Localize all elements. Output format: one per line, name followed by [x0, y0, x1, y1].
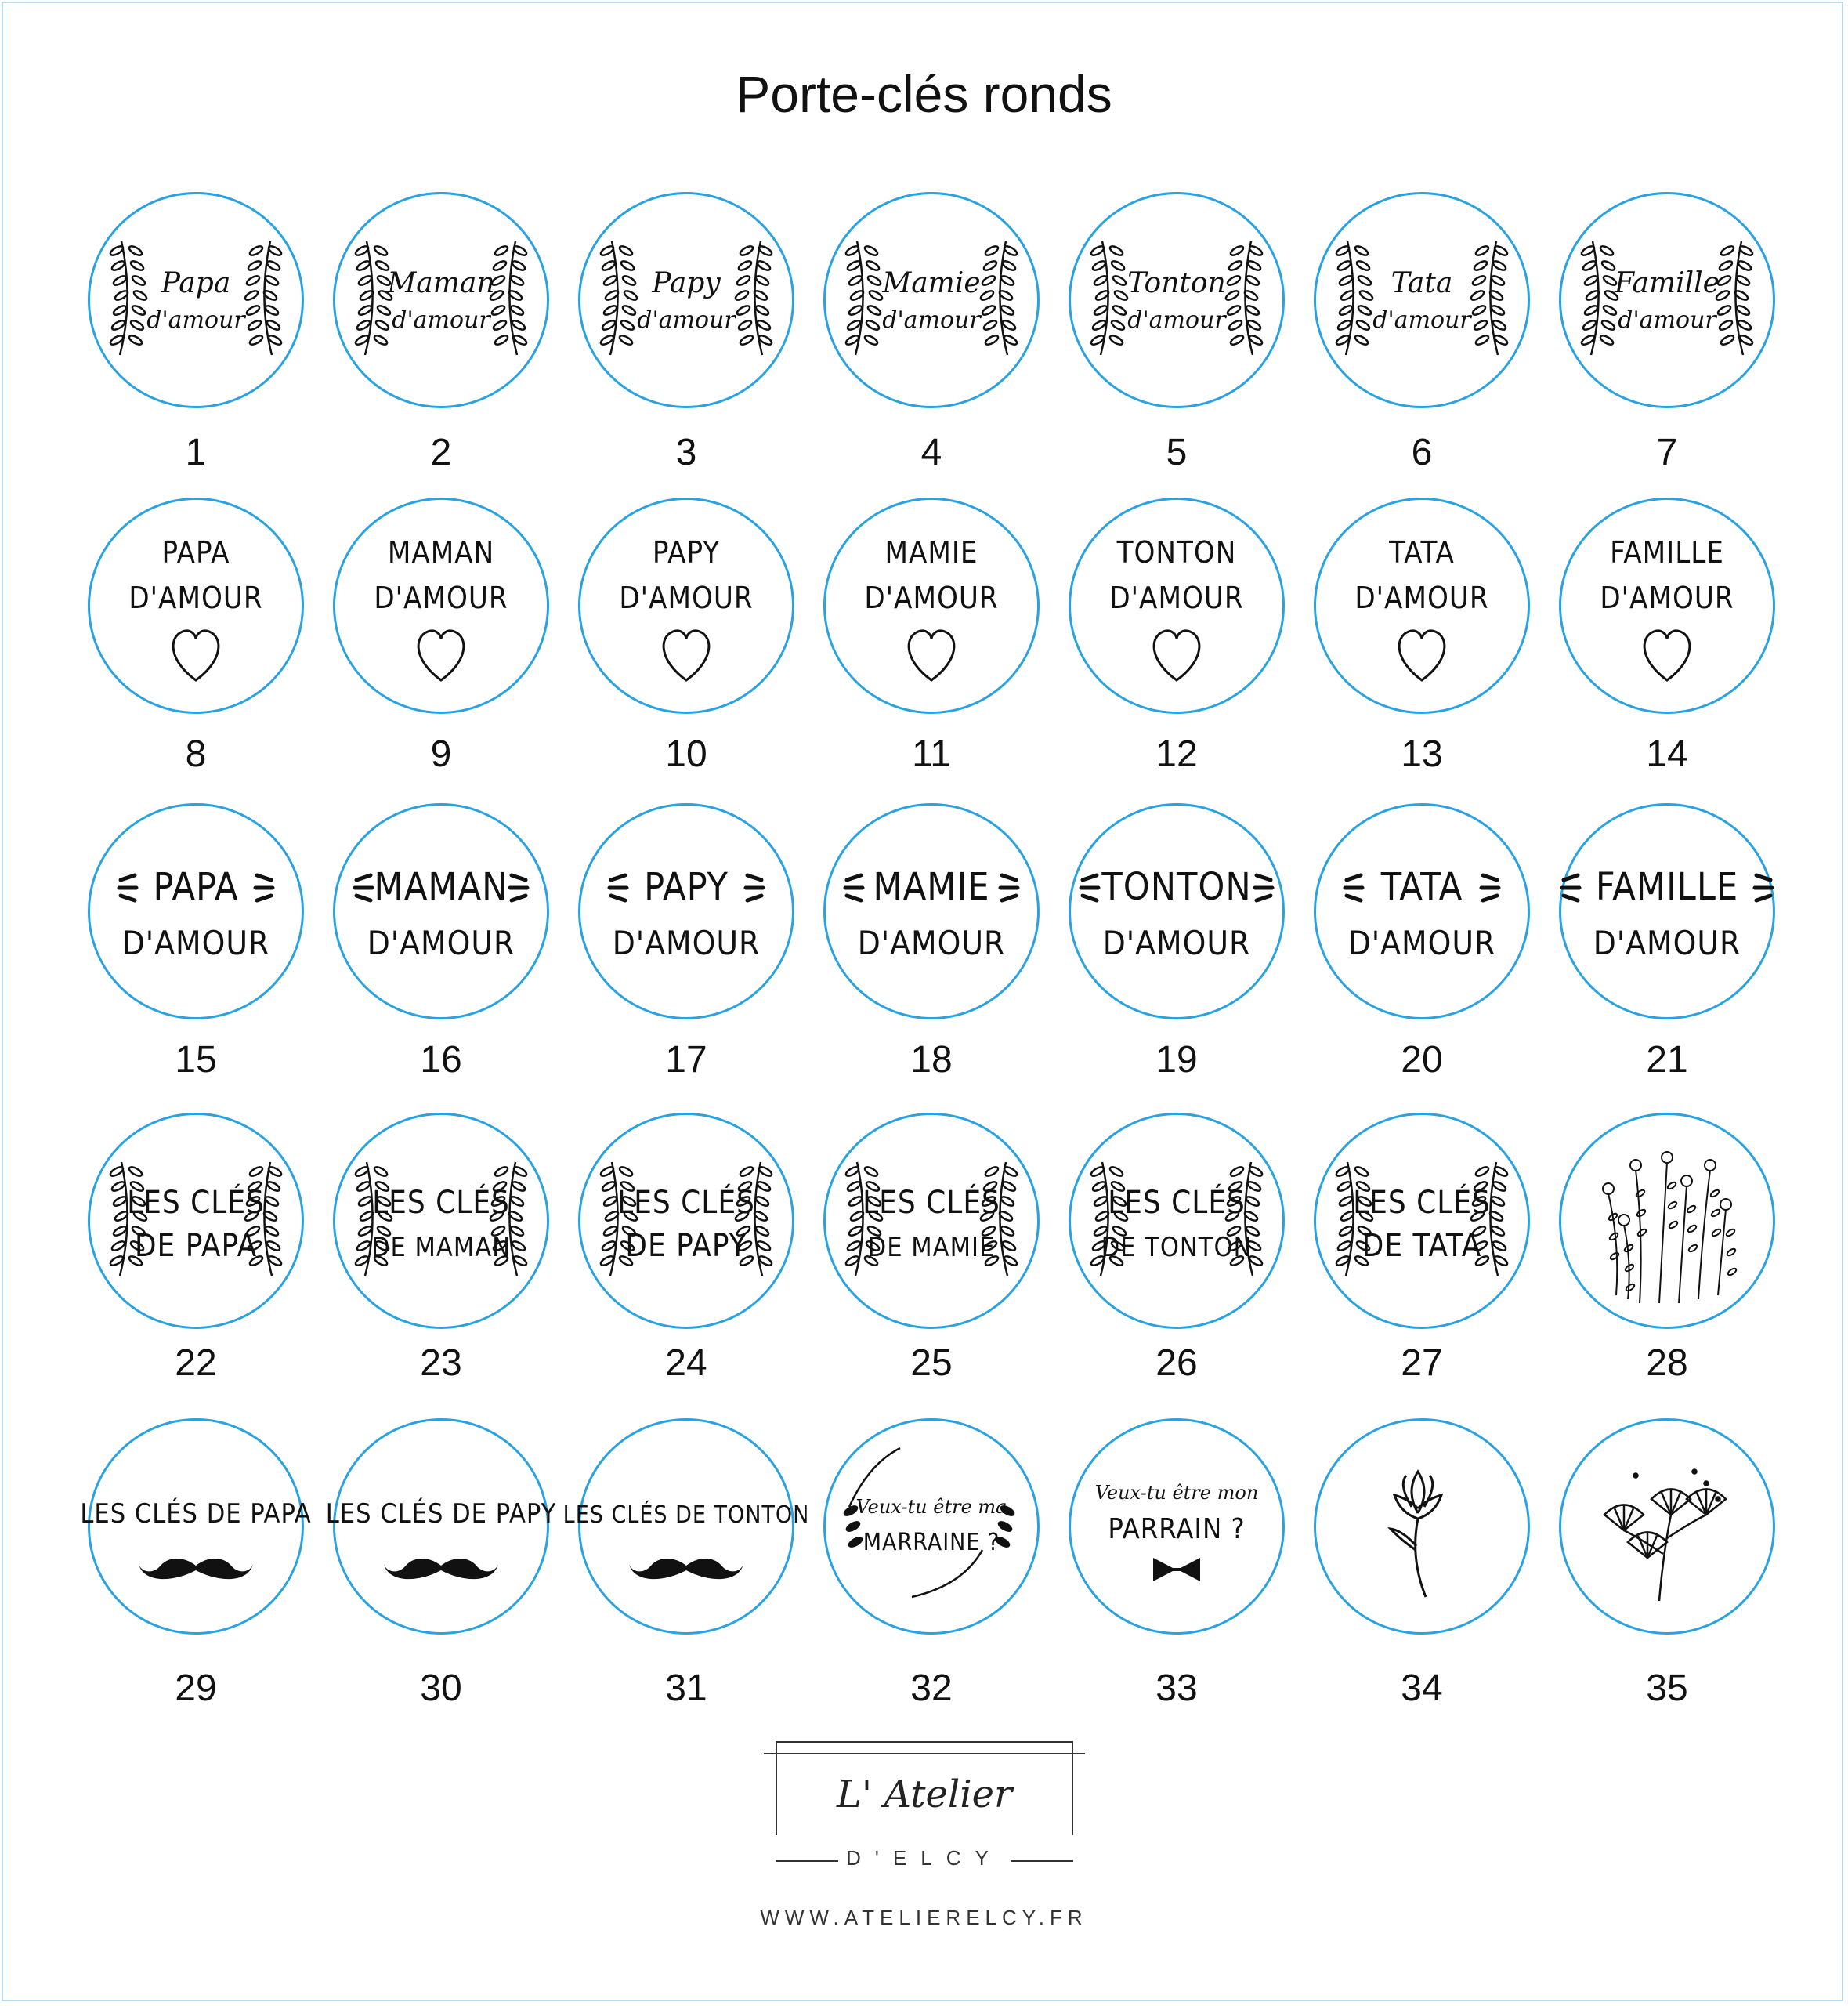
ray-marks-icon	[1081, 875, 1098, 900]
keychain-text-line: D'AMOUR	[1347, 924, 1496, 962]
mustache-icon	[384, 1559, 498, 1579]
keychain-artwork	[335, 1115, 547, 1327]
keychain-artwork	[90, 1115, 302, 1327]
keychain-circle	[80, 1418, 312, 1635]
keychain-text-line: TONTON	[1101, 865, 1252, 909]
mustache-icon	[629, 1559, 743, 1579]
keychain-text-line: Tonton	[1127, 267, 1226, 299]
keychain-text-line: D'AMOUR	[612, 924, 761, 962]
ray-marks-icon	[355, 875, 372, 900]
keychain-text-line: D'AMOUR	[619, 581, 754, 615]
keychain-tile	[1557, 498, 1777, 714]
keychain-artwork	[1316, 1421, 1528, 1632]
keychain-artwork	[1316, 806, 1528, 1017]
keychain-circle	[333, 1113, 549, 1329]
keychain-tile	[577, 803, 796, 1019]
keychain-circle	[1069, 498, 1285, 714]
keychain-text-line: Veux-tu être ma	[855, 1496, 1007, 1518]
keychain-artwork	[1316, 194, 1528, 406]
ray-marks-icon	[1562, 875, 1579, 900]
keychain-number: 30	[420, 1667, 462, 1709]
keychain-number: 35	[1646, 1667, 1688, 1709]
keychain-artwork	[1561, 194, 1773, 406]
keychain-text-line: DE TONTON	[1101, 1232, 1253, 1263]
keychain-artwork	[580, 500, 792, 712]
keychain-circle	[88, 1113, 304, 1329]
keychain-text-line: d'amour	[392, 306, 490, 334]
keychain-circle	[1559, 1113, 1775, 1329]
keychain-number: 8	[185, 733, 207, 775]
keychain-text-line: LES CLÉS	[617, 1185, 755, 1221]
heart-icon	[1644, 631, 1690, 680]
keychain-text-line: LES CLÉS	[863, 1185, 1000, 1221]
heart-icon	[909, 631, 954, 680]
keychain-number: 26	[1155, 1342, 1198, 1384]
ray-marks-icon	[609, 875, 627, 900]
ray-marks-icon	[119, 875, 136, 900]
keychain-text-line: LES CLÉS	[1353, 1185, 1491, 1221]
keychain-circle	[1069, 1418, 1285, 1635]
keychain-artwork	[90, 806, 302, 1017]
keychain-number: 31	[665, 1667, 707, 1709]
logo-subtitle: D'ELCY	[846, 1846, 1003, 1870]
keychain-circle	[1314, 803, 1530, 1019]
keychain-circle	[88, 192, 304, 408]
keychain-tile	[1557, 192, 1777, 408]
keychain-text-line: MAMAN	[387, 535, 495, 570]
keychain-circle	[823, 192, 1040, 408]
keychain-tile	[562, 1418, 810, 1635]
keychain-text-line: d'amour	[882, 306, 981, 334]
keychain-artwork	[1561, 500, 1773, 712]
ray-marks-icon	[746, 875, 763, 900]
keychain-tile	[86, 498, 306, 714]
heart-icon	[418, 631, 464, 680]
keychain-tile	[1312, 1418, 1532, 1635]
keychain-circle	[823, 498, 1040, 714]
keychain-circle	[333, 803, 549, 1019]
keychain-artwork	[1316, 1115, 1528, 1327]
keychain-text-line: MAMIE	[873, 865, 990, 909]
keychain-number: 33	[1155, 1667, 1198, 1709]
keychain-text-line: d'amour	[637, 306, 736, 334]
keychain-number: 17	[665, 1039, 707, 1081]
laurel-branch-icon	[489, 241, 528, 355]
keychain-tile	[822, 803, 1041, 1019]
keychain-text-line: FAMILLE	[1610, 535, 1724, 570]
keychain-tile	[331, 498, 551, 714]
keychain-text-line: PAPA	[153, 865, 239, 909]
keychain-text-line: PARRAIN ?	[1108, 1513, 1246, 1545]
keychain-artwork	[80, 1421, 312, 1632]
laurel-branch-icon	[109, 241, 148, 355]
keychain-tile	[86, 1113, 306, 1329]
lotus-flower-icon	[1391, 1472, 1441, 1597]
keychain-artwork	[826, 806, 1037, 1017]
logo-script-text: L' Atelier	[837, 1772, 1012, 1816]
keychain-circle	[578, 803, 794, 1019]
keychain-number: 28	[1646, 1342, 1688, 1384]
keychain-text-line: LES CLÉS DE TONTON	[562, 1501, 810, 1529]
keychain-circle	[1069, 803, 1285, 1019]
keychain-circle	[333, 192, 549, 408]
keychain-artwork	[826, 194, 1037, 406]
keychain-tile	[1557, 803, 1777, 1019]
keychain-text-line: D'AMOUR	[1109, 581, 1244, 615]
keychain-text-line: D'AMOUR	[374, 581, 508, 615]
keychain-text-line: D'AMOUR	[367, 924, 515, 962]
keychain-text-line: D'AMOUR	[1600, 581, 1734, 615]
keychain-circle	[562, 1418, 810, 1635]
keychain-artwork	[1071, 1115, 1282, 1327]
keychain-number: 29	[175, 1667, 217, 1709]
keychain-number: 20	[1401, 1039, 1443, 1081]
keychain-text-line: MARRAINE ?	[863, 1529, 1000, 1556]
keychain-text-line: Famille	[1615, 267, 1720, 299]
logo-frame-top	[776, 1741, 1073, 1743]
keychain-artwork	[826, 1421, 1037, 1632]
keychain-circle	[1559, 192, 1775, 408]
keychain-tile	[331, 1113, 551, 1329]
keychain-number: 22	[175, 1342, 217, 1384]
keychain-text-line: PAPY	[644, 865, 729, 909]
keychain-text-line: d'amour	[1127, 306, 1226, 334]
keychain-number: 5	[1166, 432, 1188, 473]
keychain-artwork	[826, 1115, 1037, 1327]
keychain-text-line: PAPA	[161, 535, 230, 570]
laurel-branch-icon	[1090, 241, 1129, 355]
keychain-text-line: LES CLÉS DE PAPY	[325, 1498, 557, 1530]
keychain-circle	[1314, 192, 1530, 408]
keychain-artwork	[1561, 1115, 1773, 1327]
keychain-text-line: Veux-tu être mon	[1094, 1482, 1259, 1504]
keychain-tile	[1067, 1113, 1286, 1329]
keychain-tile	[822, 192, 1041, 408]
laurel-branch-icon	[734, 241, 773, 355]
keychain-text-line: d'amour	[1372, 306, 1471, 334]
keychain-text-line: DE MAMIE	[867, 1232, 996, 1263]
keychain-tile	[577, 498, 796, 714]
keychain-tile	[822, 1113, 1041, 1329]
keychain-artwork	[1071, 500, 1282, 712]
keychain-text-line: TONTON	[1116, 535, 1237, 570]
keychain-artwork	[1071, 806, 1282, 1017]
keychain-artwork	[580, 1115, 792, 1327]
keychain-artwork	[580, 806, 792, 1017]
keychain-number: 12	[1155, 733, 1198, 775]
keychain-text-line: Papy	[652, 267, 721, 299]
keychain-tile	[1312, 192, 1532, 408]
keychain-text-line: Mamie	[882, 267, 981, 299]
keychain-circle	[1559, 498, 1775, 714]
keychain-number: 18	[910, 1039, 953, 1081]
keychain-tile	[1067, 192, 1286, 408]
ray-marks-icon	[1000, 875, 1018, 900]
website-url: WWW.ATELIERELCY.FR	[760, 1906, 1088, 1929]
mustache-icon	[139, 1559, 253, 1579]
keychain-artwork	[90, 500, 302, 712]
keychain-text-line: D'AMOUR	[1354, 581, 1489, 615]
keychain-artwork	[580, 194, 792, 406]
ray-marks-icon	[1481, 875, 1499, 900]
keychain-circle	[1559, 1418, 1775, 1635]
ray-marks-icon	[845, 875, 863, 900]
keychain-artwork	[1561, 1421, 1773, 1632]
heart-icon	[1399, 631, 1445, 680]
keychain-number: 19	[1155, 1039, 1198, 1081]
ginkgo-leaves-icon	[1604, 1470, 1726, 1602]
brand-logo	[776, 1741, 1073, 1870]
keychain-artwork	[335, 806, 547, 1017]
keychain-artwork	[1316, 500, 1528, 712]
keychain-circle	[1314, 1113, 1530, 1329]
page-title: Porte-clés ronds	[736, 65, 1112, 123]
keychain-number: 16	[420, 1039, 462, 1081]
keychain-circle	[88, 498, 304, 714]
keychain-circle	[823, 1418, 1040, 1635]
keychain-number: 25	[910, 1342, 953, 1384]
keychain-circle	[1314, 498, 1530, 714]
keychain-number: 14	[1646, 733, 1688, 775]
laurel-branch-icon	[844, 241, 884, 355]
keychain-number: 34	[1401, 1667, 1443, 1709]
heart-icon	[664, 631, 709, 680]
laurel-branch-icon	[1335, 241, 1374, 355]
keychain-tile	[577, 1113, 796, 1329]
keychain-text-line: D'AMOUR	[128, 581, 263, 615]
keychain-text-line: MAMAN	[374, 865, 508, 909]
keychain-artwork	[1561, 806, 1773, 1017]
keychain-text-line: D'AMOUR	[857, 924, 1006, 962]
keychain-number: 7	[1656, 432, 1678, 473]
laurel-branch-icon	[1470, 241, 1509, 355]
keychain-text-line: D'AMOUR	[1102, 924, 1251, 962]
ray-marks-icon	[510, 875, 527, 900]
keychain-number: 11	[912, 733, 951, 775]
keychain-text-line: DE TATA	[1362, 1228, 1482, 1264]
keychain-text-line: LES CLÉS	[127, 1185, 265, 1221]
keychain-number: 32	[910, 1667, 953, 1709]
keychain-tile	[86, 192, 306, 408]
keychain-text-line: TATA	[1389, 535, 1455, 570]
ray-marks-icon	[255, 875, 273, 900]
laurel-branch-icon	[1580, 241, 1619, 355]
keychain-circle	[578, 498, 794, 714]
keychain-tile	[1557, 1418, 1777, 1635]
keychain-number: 3	[675, 432, 697, 473]
keychain-number: 10	[665, 733, 707, 775]
keychain-artwork	[1071, 194, 1282, 406]
keychain-tile	[80, 1418, 312, 1635]
keychain-text-line: DE MAMAN	[371, 1232, 512, 1263]
keychain-circle	[1069, 192, 1285, 408]
laurel-branch-icon	[1715, 241, 1754, 355]
keychain-tile	[822, 498, 1041, 714]
keychain-tile	[1067, 498, 1286, 714]
keychain-artwork	[335, 194, 547, 406]
keychain-tile	[1312, 803, 1532, 1019]
keychain-artwork	[90, 194, 302, 406]
keychain-text-line: PAPY	[652, 535, 721, 570]
laurel-branch-icon	[979, 241, 1018, 355]
keychain-text-line: TATA	[1380, 865, 1463, 909]
keychain-tile	[577, 192, 796, 408]
keychain-text-line: LES CLÉS	[1108, 1185, 1246, 1221]
keychain-text-line: D'AMOUR	[121, 924, 270, 962]
keychain-tile	[331, 803, 551, 1019]
keychain-number: 6	[1411, 432, 1433, 473]
keychain-number: 23	[420, 1342, 462, 1384]
wildflowers-icon	[1603, 1152, 1738, 1303]
keychain-number: 13	[1401, 733, 1443, 775]
ray-marks-icon	[1755, 875, 1772, 900]
keychain-artwork	[1071, 1421, 1282, 1632]
keychain-number: 15	[175, 1039, 217, 1081]
keychain-circle	[1559, 803, 1775, 1019]
branch-arc-icon	[843, 1448, 1015, 1597]
keychain-tile	[1067, 1418, 1286, 1635]
keychain-tile	[1557, 1113, 1777, 1329]
keychain-artwork	[325, 1421, 557, 1632]
keychain-circle	[823, 803, 1040, 1019]
keychain-text-line: FAMILLE	[1595, 865, 1739, 909]
logo-frame-crossline	[764, 1753, 1085, 1754]
keychain-circle	[578, 1113, 794, 1329]
keychain-number: 2	[430, 432, 452, 473]
laurel-branch-icon	[244, 241, 283, 355]
keychain-number: 27	[1401, 1342, 1443, 1384]
heart-icon	[173, 631, 219, 680]
keychain-number: 1	[185, 432, 207, 473]
keychain-circle	[823, 1113, 1040, 1329]
keychain-tile	[822, 1418, 1041, 1635]
keychain-text-line: d'amour	[1618, 306, 1716, 334]
keychain-text-line: Papa	[161, 267, 231, 299]
keychain-number: 24	[665, 1342, 707, 1384]
keychain-artwork	[562, 1421, 810, 1632]
laurel-branch-icon	[1224, 241, 1264, 355]
keychain-text-line: DE PAPY	[625, 1228, 747, 1264]
keychain-tile	[1312, 1113, 1532, 1329]
keychain-circle	[333, 498, 549, 714]
keychain-tile	[86, 803, 306, 1019]
keychain-circle	[1069, 1113, 1285, 1329]
keychain-circle	[578, 192, 794, 408]
keychain-artwork	[826, 500, 1037, 712]
keychain-text-line: LES CLÉS DE PAPA	[80, 1498, 312, 1530]
heart-icon	[1154, 631, 1199, 680]
ray-marks-icon	[1345, 875, 1362, 900]
keychain-number: 4	[920, 432, 942, 473]
keychain-text-line: D'AMOUR	[1593, 924, 1741, 962]
laurel-branch-icon	[599, 241, 638, 355]
keychain-text-line: D'AMOUR	[864, 581, 999, 615]
keychain-tile	[325, 1418, 557, 1635]
keychain-text-line: Tata	[1391, 267, 1453, 299]
keychain-text-line: MAMIE	[884, 535, 978, 570]
keychain-text-line: Maman	[387, 267, 495, 299]
keychain-text-line: DE PAPA	[134, 1228, 258, 1264]
keychain-number: 9	[430, 733, 452, 775]
keychain-tile	[1067, 803, 1286, 1019]
keychain-text-line: d'amour	[146, 306, 245, 334]
ray-marks-icon	[1255, 875, 1272, 900]
bowtie-icon	[1153, 1558, 1200, 1581]
keychain-text-line: LES CLÉS	[372, 1185, 510, 1221]
keychain-artwork	[335, 500, 547, 712]
keychain-circle	[325, 1418, 557, 1635]
keychain-tile	[331, 192, 551, 408]
keychain-number: 21	[1646, 1039, 1688, 1081]
keychain-tile	[1312, 498, 1532, 714]
keychain-circle	[1314, 1418, 1530, 1635]
keychain-circle	[88, 803, 304, 1019]
